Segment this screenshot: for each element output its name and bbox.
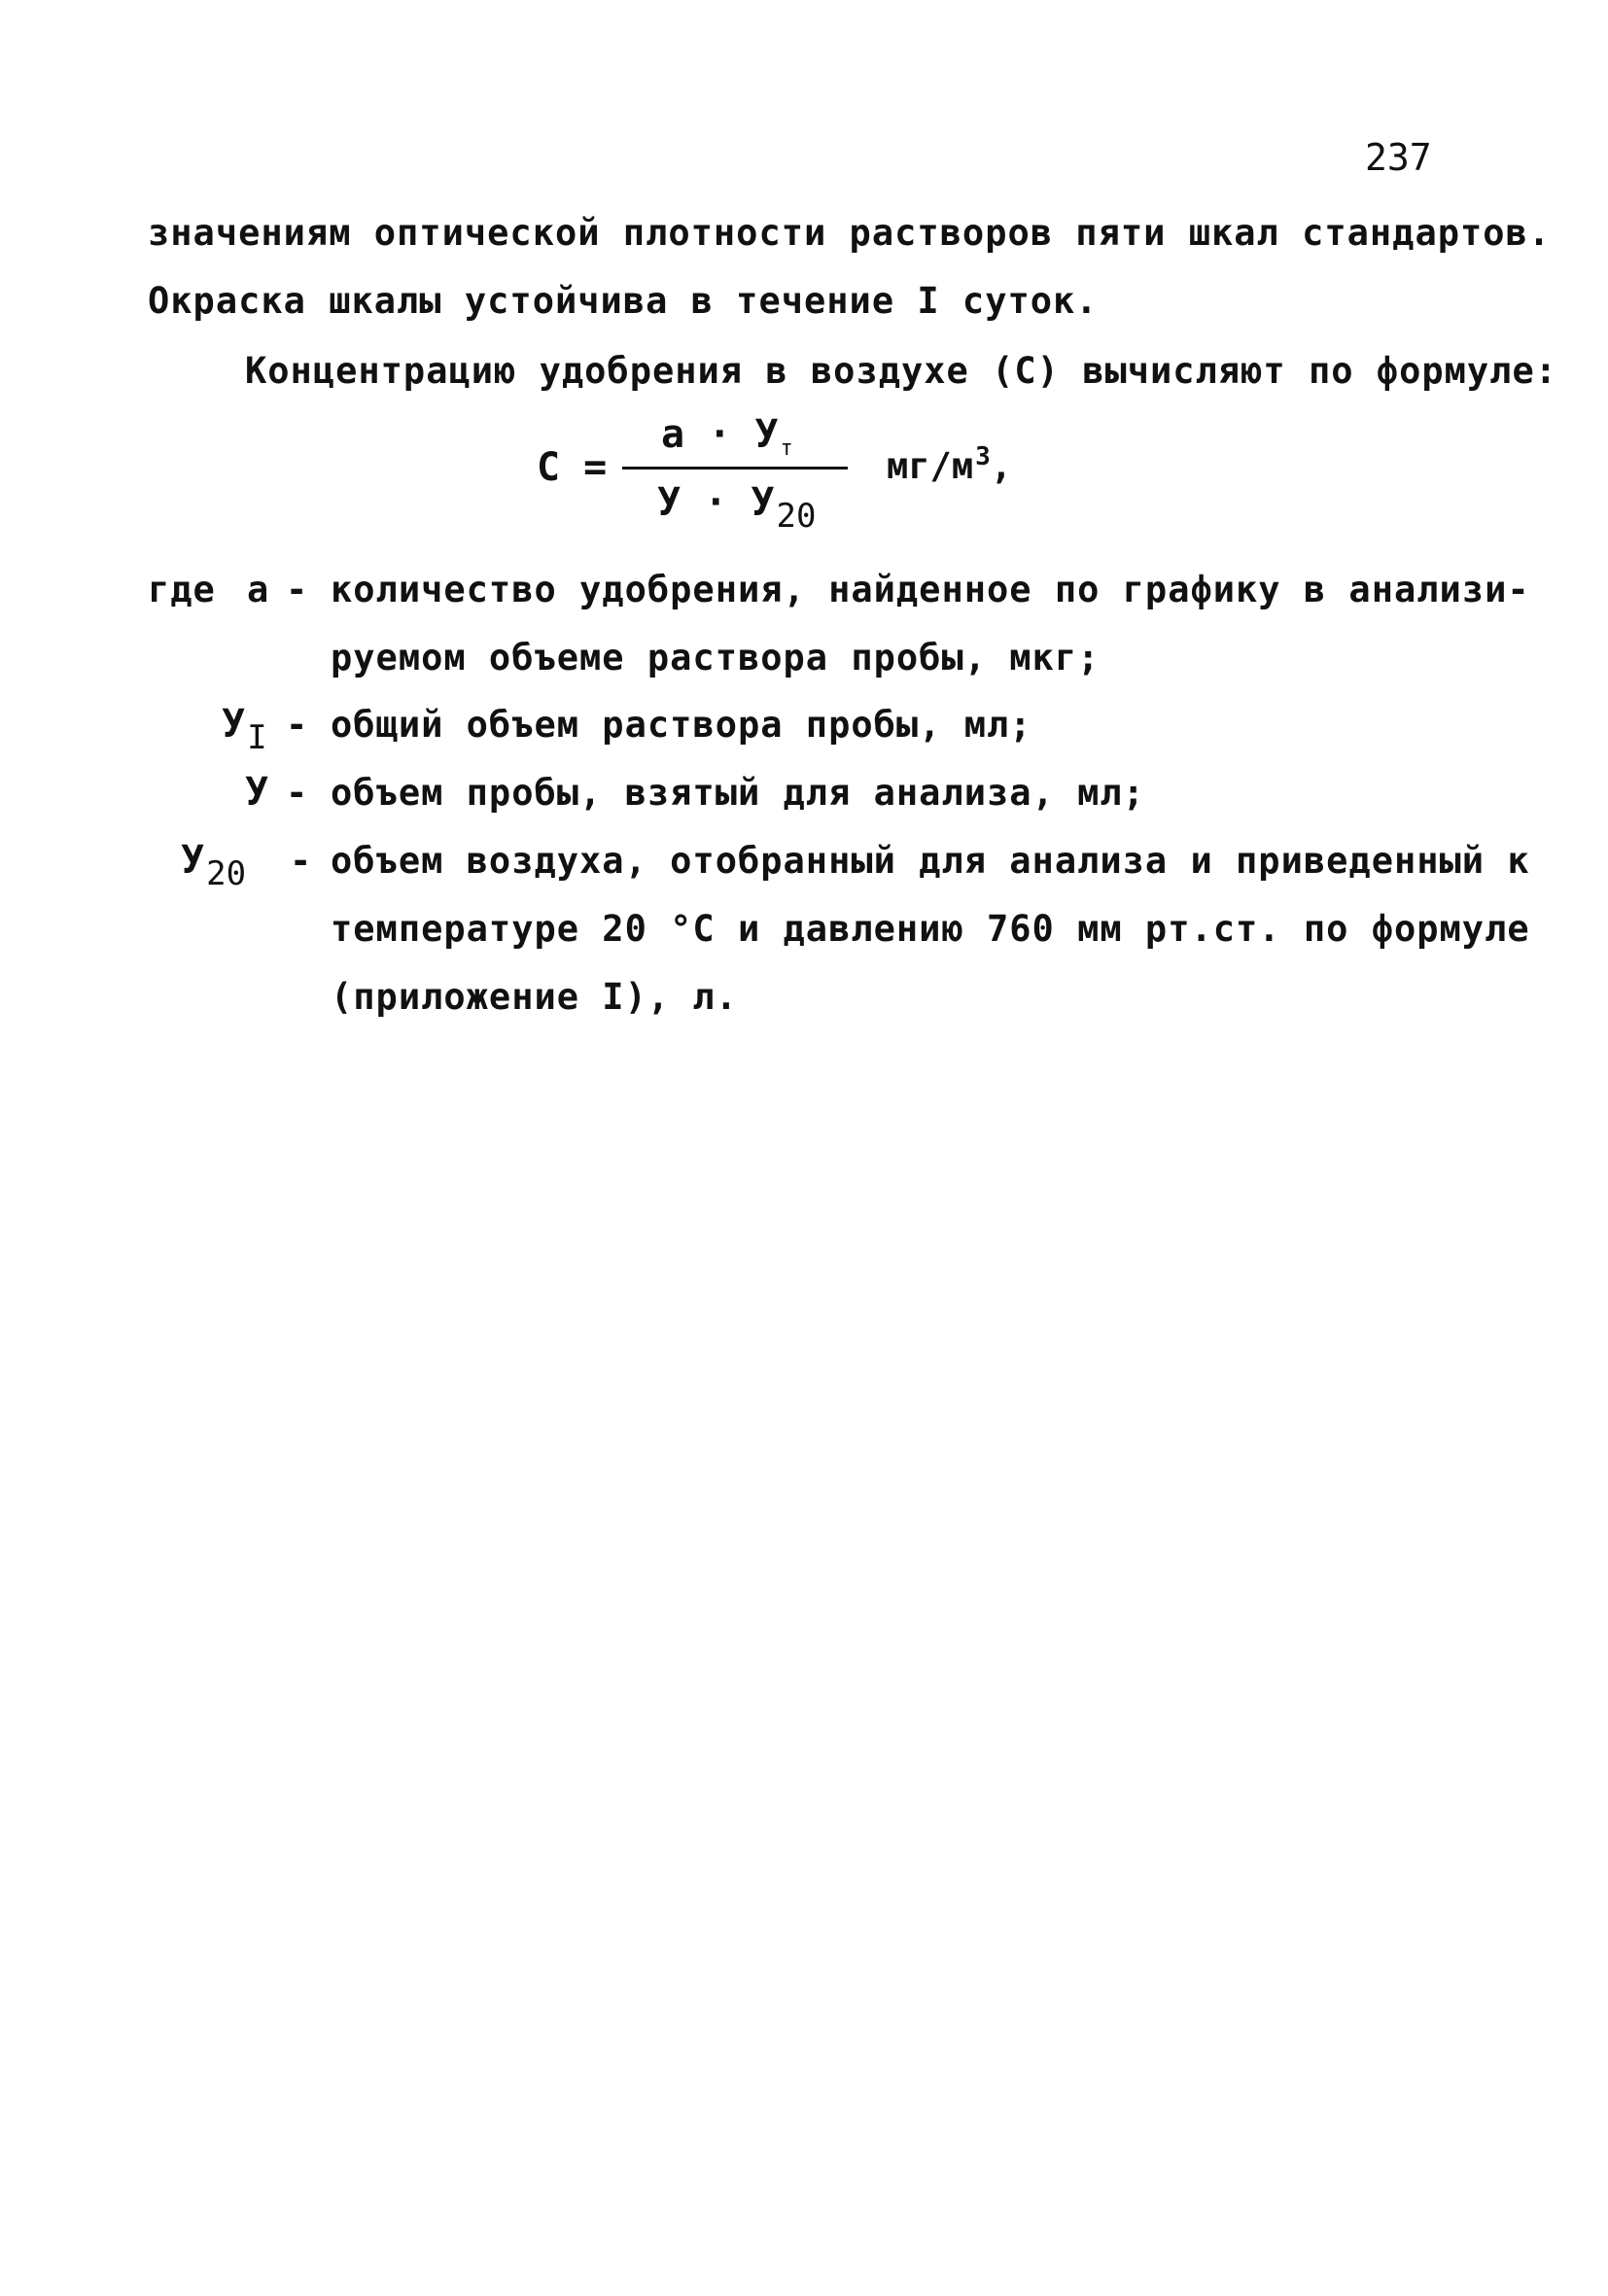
- def-v-text: объем пробы, взятый для анализа, мл;: [331, 772, 1145, 814]
- def-vt-symbol: [222, 702, 267, 757]
- def-v20-dash: -: [290, 840, 312, 882]
- def-a-symbol: a: [247, 569, 270, 610]
- paragraph-line-3: Концентрацию удобрения в воздухе (С) вычисляют по формуле:: [245, 350, 1558, 392]
- numerator-v-subscript: т: [780, 436, 793, 461]
- fraction-bar: [622, 467, 848, 470]
- def-a-text-2: руемом объеме раствора пробы, мкг;: [331, 637, 1101, 678]
- where-label: где: [148, 569, 216, 610]
- def-v-dash: -: [286, 772, 308, 814]
- paragraph-line-1: значениям оптической плотности растворов пяти шкал стандартов.: [148, 212, 1552, 254]
- formula-numerator: [661, 412, 793, 461]
- units-comma: ,: [990, 445, 1013, 487]
- units-superscript: 3: [975, 442, 991, 471]
- def-v-symbol: У: [245, 770, 269, 815]
- denominator-v2-subscript: 20: [776, 497, 817, 536]
- def-v20-text-2: температуре 20 °С и давлению 760 мм рт.ст. по формуле: [331, 908, 1530, 950]
- formula-units: [887, 442, 1013, 487]
- vt-letter: У: [222, 702, 246, 747]
- formula-denominator: [657, 480, 817, 536]
- page-number: 237: [1365, 136, 1432, 179]
- denominator-dot: ·: [704, 480, 728, 525]
- numerator-dot: ·: [708, 412, 732, 457]
- denominator-v2: У: [751, 480, 775, 525]
- v20-subscript: 20: [206, 854, 247, 893]
- units-text: мг/м: [887, 445, 974, 487]
- denominator-v: У: [657, 480, 682, 525]
- paragraph-line-2: Окраска шкалы устойчива в течение I суток.: [148, 280, 1099, 322]
- numerator-v: У: [754, 412, 779, 457]
- def-a-text-1: количество удобрения, найденное по графику в анализи-: [331, 569, 1530, 610]
- v20-letter: У: [181, 838, 205, 883]
- def-v20-symbol: [181, 838, 247, 893]
- def-vt-text: общий объем раствора пробы, мл;: [331, 704, 1032, 746]
- vt-subscript: I: [247, 718, 267, 757]
- def-a-dash: -: [286, 569, 308, 610]
- formula-lhs: С =: [537, 445, 608, 490]
- def-v20-text-1: объем воздуха, отобранный для анализа и приведенный к: [331, 840, 1530, 882]
- def-vt-dash: -: [286, 704, 308, 746]
- def-v20-text-3: (приложение I), л.: [331, 976, 738, 1018]
- numerator-a: a: [661, 412, 685, 457]
